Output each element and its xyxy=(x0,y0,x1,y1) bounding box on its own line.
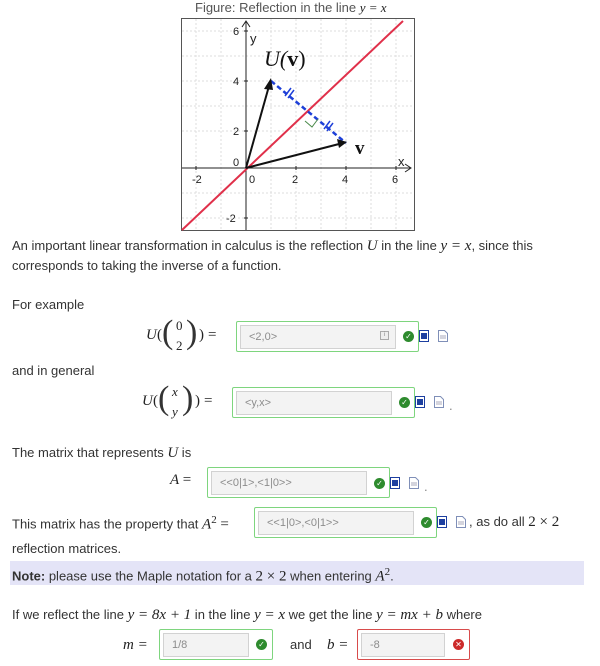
x-tick-label: 4 xyxy=(342,174,349,186)
lock-icon: i xyxy=(380,331,389,340)
intro-line-1: An important linear transformation in calculus is the reflection U in the line y = x, since this xyxy=(12,238,533,254)
x-tick-label: 2 xyxy=(292,174,299,186)
x-axis-label: x xyxy=(398,154,405,169)
u-of-v-label: U(v) xyxy=(264,46,306,71)
preview-icon[interactable] xyxy=(390,477,400,489)
reflect-text: If we reflect the line y = 8x + 1 in the line y = x we get the line y = mx + b where xyxy=(12,607,482,623)
matrix-expression: A = xyxy=(170,472,192,488)
figure-caption xyxy=(195,0,387,16)
example-expression: U ( ( 0 2 ) ) = xyxy=(146,314,217,353)
y-tick-label: 6 xyxy=(233,26,240,38)
x-tick-label: 6 xyxy=(392,174,399,186)
preview-icon[interactable] xyxy=(415,396,425,408)
general-expression: U ( ( x y ) ) = xyxy=(142,380,213,419)
incorrect-icon: ✕ xyxy=(453,639,464,650)
y-axis-label: y xyxy=(250,31,257,46)
caption-math: y = x xyxy=(359,0,387,15)
general-answer-input[interactable]: <y,x> xyxy=(236,391,392,415)
caption-text: Figure: Reflection in the line xyxy=(195,0,360,15)
general-label: and in general xyxy=(12,363,95,378)
m-answer-input[interactable]: 1/8 xyxy=(163,633,249,657)
preview-icon[interactable] xyxy=(419,330,429,342)
property-line-2: reflection matrices. xyxy=(12,541,122,556)
document-icon[interactable] xyxy=(456,516,466,528)
preview-icon[interactable] xyxy=(437,516,447,528)
y-tick-label: 4 xyxy=(233,76,240,88)
x-tick-label: 0 xyxy=(249,174,256,186)
note-text: Note: please use the Maple notation for a 2 × 2 when entering $A^2$. xyxy=(12,566,394,585)
document-icon[interactable] xyxy=(434,396,444,408)
correct-icon: ✓ xyxy=(256,639,267,650)
and-text: and xyxy=(290,637,312,652)
property-tail: , as do all 2 × 2 xyxy=(469,514,560,530)
correct-icon: ✓ xyxy=(399,397,410,408)
reflection-figure xyxy=(181,18,415,231)
y-tick-label: 2 xyxy=(233,126,240,138)
property-text: This matrix has the property that $A^2$ = xyxy=(12,514,229,533)
trailing-dot: . xyxy=(424,479,428,494)
y-tick-label: 0 xyxy=(233,157,240,169)
example-label: For example xyxy=(12,297,85,312)
x-tick-label: -2 xyxy=(192,174,202,186)
trailing-dot: . xyxy=(449,398,453,413)
correct-icon: ✓ xyxy=(403,331,414,342)
matrix-label: The matrix that represents U is xyxy=(12,445,192,461)
example-answer-input[interactable]: <2,0> xyxy=(240,325,396,349)
document-icon[interactable] xyxy=(409,477,419,489)
b-answer-input[interactable]: -8 xyxy=(361,633,445,657)
property-answer-input[interactable]: <<1|0>,<0|1>> xyxy=(258,511,414,535)
matrix-answer-input[interactable]: <<0|1>,<1|0>> xyxy=(211,471,367,495)
v-label: v xyxy=(355,138,365,159)
correct-icon: ✓ xyxy=(374,478,385,489)
b-label: b = xyxy=(327,637,349,653)
document-icon[interactable] xyxy=(438,330,448,342)
m-label: m = xyxy=(123,637,148,653)
correct-icon: ✓ xyxy=(421,517,432,528)
intro-line-2: corresponds to taking the inverse of a function. xyxy=(12,258,282,273)
y-tick-label: -2 xyxy=(226,213,236,225)
